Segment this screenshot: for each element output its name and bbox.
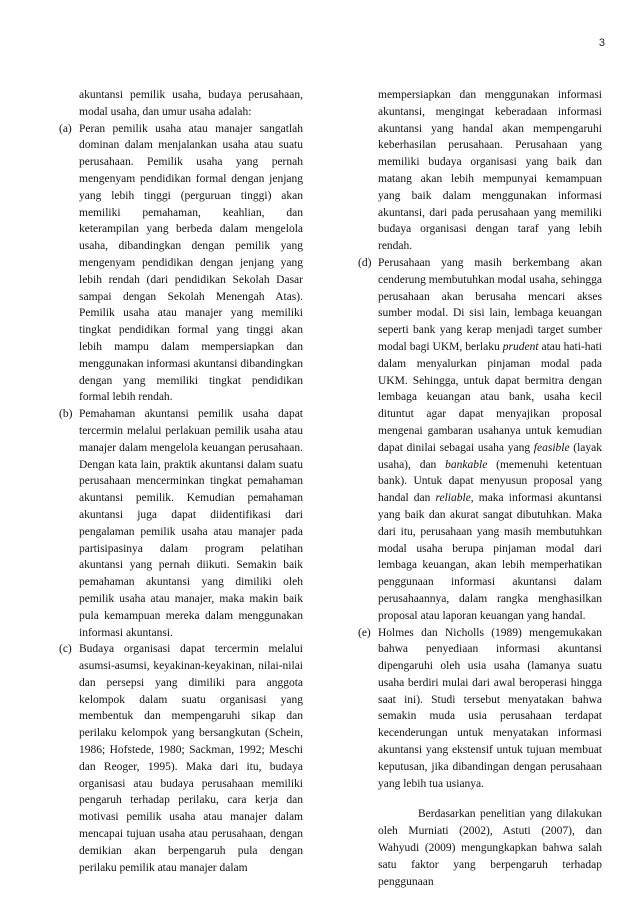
list-label: (e)	[358, 626, 371, 639]
right-column	[358, 87, 602, 890]
continuation-paragraph: akuntansi pemilik usaha, budaya perusahaan, modal usaha, dan umur usaha adalah:	[79, 89, 303, 118]
continuation-paragraph: mempersiapkan dan menggunakan informasi akuntansi, mengingat keberadaan informasi akuntansi yang handal akan mempengaruhi keberhasilan perusahaan. Perusahaan yang memiliki budaya organisasi yang baik dan matang akan lebih mempunyai kemampuan yang baik dalam menggunakan informasi akuntansi, dari pada perusahaan yang memiliki budaya organisasi dengan taraf yang lebih rendah.	[378, 89, 602, 253]
italic-term: bankable	[445, 458, 488, 471]
list-label: (a)	[59, 122, 72, 135]
text-run: (memenuhi ketentuan bank). Untuk dapat menyusun proposal yang handal dan	[378, 458, 603, 505]
text-run: Perusahaan yang masih berkembang akan cenderung membutuhkan modal usaha, sehingga perusahaan akan berusaha mencari akses sumber modal. Di sisi lain, lembaga keuangan seperti bank yang kerap menjadi target sumber modal bagi UKM, berlaku	[378, 256, 602, 353]
list-item-text: Holmes dan Nicholls (1989) mengemukakan bahwa penyediaan informasi akuntansi dipengaruhi oleh usia usaha (lamanya suatu usaha berdiri mulai dari awal beroperasi hingga saat ini). Studi tersebut menyatakan bahwa semakin muda usia perusahaan terdapat kecenderungan untuk menyatakan informasi akuntansi yang ekstensif untuk tujuan membuat keputusan, jika dibandingan dengan perusahaan yang lebih tua usianya.	[378, 626, 602, 790]
list-item-text: Pemahaman akuntansi pemilik usaha dapat tercermin melalui perlakuan pemilik usaha atau manajer dalam mengelola keuangan perusahaan. Dengan kata lain, praktik akuntansi dalam suatu perusahaan mencerminkan tingkat pemahaman akuntansi pemilik. Kemudian pemahaman akuntansi juga dapat diidentifikasi dari pengalaman pemilik usaha atau manajer pada partisipasinya dalam program pelatihan akuntansi yang pernah diikuti. Semakin baik pemahaman akuntansi yang dimiliki oleh pemilik usaha atau manajer, maka makin baik pula kemampuan mereka dalam menggunakan informasi akuntansi.	[79, 408, 303, 639]
italic-term: reliable	[435, 492, 471, 505]
list-item-text: Budaya organisasi dapat tercermin melalui asumsi-asumsi, keyakinan-keyakinan, nilai-nilai dan persepsi yang dimiliki para anggota kelompok dalam suatu organisasi yang membentuk dan mempengaruhi sikap dan perilaku kelompok yang bersangkutan (Schein, 1986; Hofstede, 1980; Sackman, 1992; Meschi dan Reoger, 1995). Maka dari itu, budaya organisasi atau budaya perusahaan memiliki pengaruh terhadap perilaku, cara kerja dan motivasi pemilik usaha atau manajer dalam mencapai tujuan usaha atau perusahaan, dengan demikian akan berpengaruh pula dengan perilaku pemilik atau manajer dalam	[79, 643, 303, 874]
list-item-c	[59, 641, 303, 876]
italic-term: prudent	[502, 340, 539, 353]
list-label: (d)	[358, 256, 372, 269]
list-item-d	[358, 255, 602, 625]
list-label: (b)	[59, 408, 73, 421]
closing-paragraph: Berdasarkan penelitian yang dilakukan oleh Murniati (2002), Astuti (2007), dan Wahyudi (2009) mengungkapkan bahwa salah satu faktor yang berpengaruh terhadap penggunaan	[378, 808, 602, 888]
italic-term: feasible	[533, 441, 570, 454]
list-item-e	[358, 625, 602, 793]
text-run: , maka informasi akuntansi yang baik dan akurat sangat dibutuhkan. Maka dari itu, perusahaan yang masih membutuhkan modal usaha berupa pinjaman modal dari lembaga keuangan, akan lebih memperhatikan penggunaan informasi akuntansi dalam perusahaannya, dalam rangka menghasilkan proposal atau laporan keuangan yang handal.	[378, 492, 602, 622]
list-label: (c)	[59, 643, 72, 656]
list-item-text	[378, 255, 602, 625]
text-run: (layak usaha), dan	[378, 441, 603, 471]
list-item-b	[59, 406, 303, 641]
list-item-text: Peran pemilik usaha atau manajer sangatlah dominan dalam menjalankan usaha atau suatu perusahaan. Pemilik usaha yang pernah mengenyam pendidikan formal dengan jenjang yang lebih tinggi (perguruan tinggi) akan memiliki pemahaman, keahlian, dan keterampilan yang berbeda dalam mengelola usaha, dibandingkan dengan pemilik yang mengenyam pendidikan dengan jenjang yang lebih rendah (dari pendidikan Sekolah Dasar sampai dengan Sekolah Menengah Atas). Pemilik usaha atau manajer yang memiliki tingkat pendidikan formal yang tinggi akan lebih mampu dalam mempersiapkan dan menggunakan informasi akuntansi dibandingkan dengan yang memiliki tingkat pendidikan formal lebih rendah.	[79, 122, 303, 404]
list-item-a	[59, 121, 303, 407]
left-column	[59, 87, 303, 876]
text-run: atau hati-hati dalam menyalurkan pinjaman modal pada UKM. Sehingga, untuk dapat bermitra dengan lembaga keuangan atau bank, usaha kecil dituntut agar dapat menyajikan proposal mengenai gambaran usahanya untuk kemudian dapat dinilai sebagai usaha yang	[378, 340, 602, 454]
page-number: 3	[598, 37, 605, 49]
